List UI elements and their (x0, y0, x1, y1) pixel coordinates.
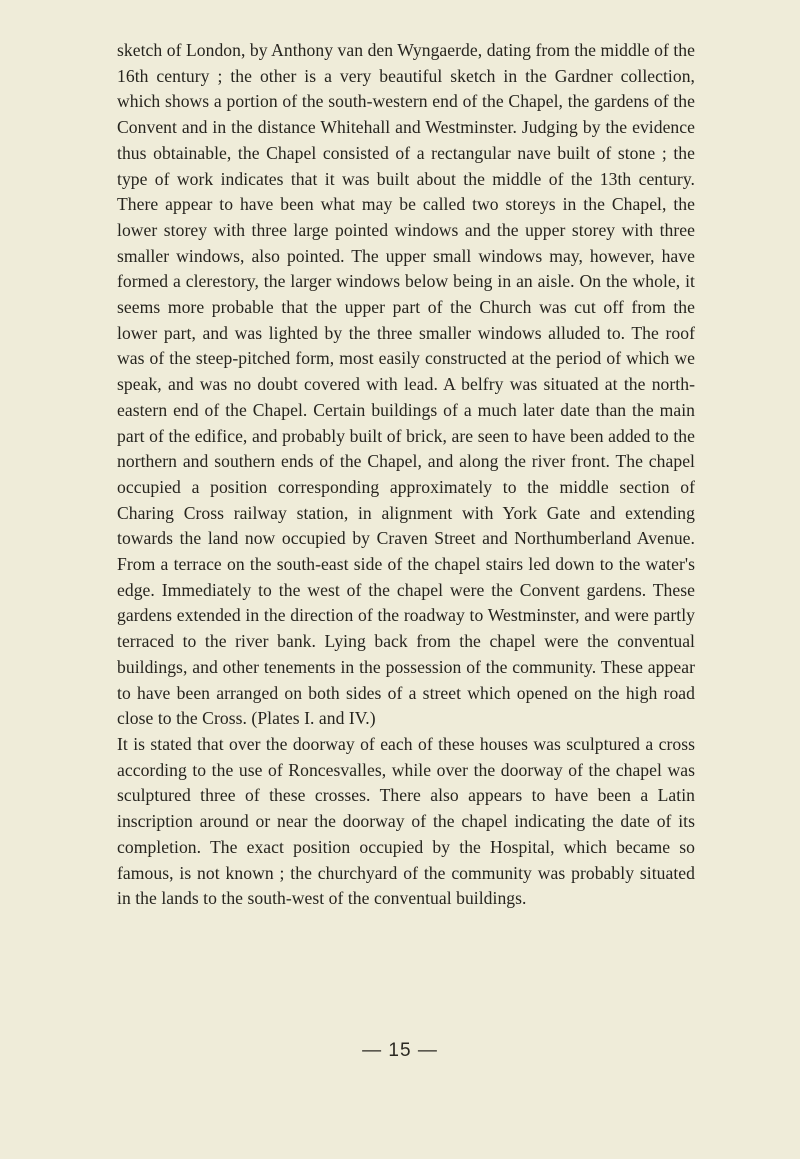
paragraph-2: It is stated that over the doorway of each of these houses was sculptured a cross according to the use of Roncesvalles, while over the doorway of the chapel was sculptured three of these crosses. There also appears to have been a Latin inscription around or near the doorway of the chapel indicating the date of its completion. The exact position occupied by the Hospital, which became so famous, is not known ; the churchyard of the community was probably situated in the lands to the south-west of the conventual buildings. (117, 733, 695, 909)
paragraph-1: sketch of London, by Anthony van den Wyngaerde, dating from the middle of the 16th century ; the other is a very beautiful sketch in the Gardner collection, which shows a portion of the south-western end of the Chapel, the gardens of the Convent and in the distance Whitehall and Westminster. Judging by the evidence thus obtainable, the Chapel consisted of a rectangular nave built of stone ; the type of work indicates that it was built about the middle of the 13th century. There appear to have been what may be called two storeys in the Chapel, the lower storey with three large pointed windows and the upper storey with three smaller windows, also pointed. The upper small windows may, however, have formed a clerestory, the larger windows below being in an aisle. On the whole, it seems more probable that the upper part of the Church was cut off from the lower part, and was lighted by the three smaller windows alluded to. The roof was of the steep-pitched form, most easily constructed at the period of which we speak, and was no doubt covered with lead. A belfry was situated at the north-eastern end of the Chapel. Certain buildings of a much later date than the main part of the edifice, and probably built of brick, are seen to have been added to the northern and southern ends of the Chapel, and along the river front. The chapel occupied a position corresponding approximately to the middle section of Charing Cross railway station, in alignment with York Gate and extending towards the land now occupied by Craven Street and Northumberland Avenue. From a terrace on the south-east side of the chapel stairs led down to the water's edge. Immediately to the west of the chapel were the Convent gardens. These gardens extended in the direction of the roadway to Westminster, and were partly terraced to the river bank. Lying back from the chapel were the conventual buildings, and other tenements in the possession of the community. These appear to have been arranged on both sides of a street which opened on the high road close to the Cross. (Plates I. and IV.) (117, 40, 695, 729)
page-number: — 15 — (362, 1040, 438, 1061)
body-text (117, 38, 695, 912)
